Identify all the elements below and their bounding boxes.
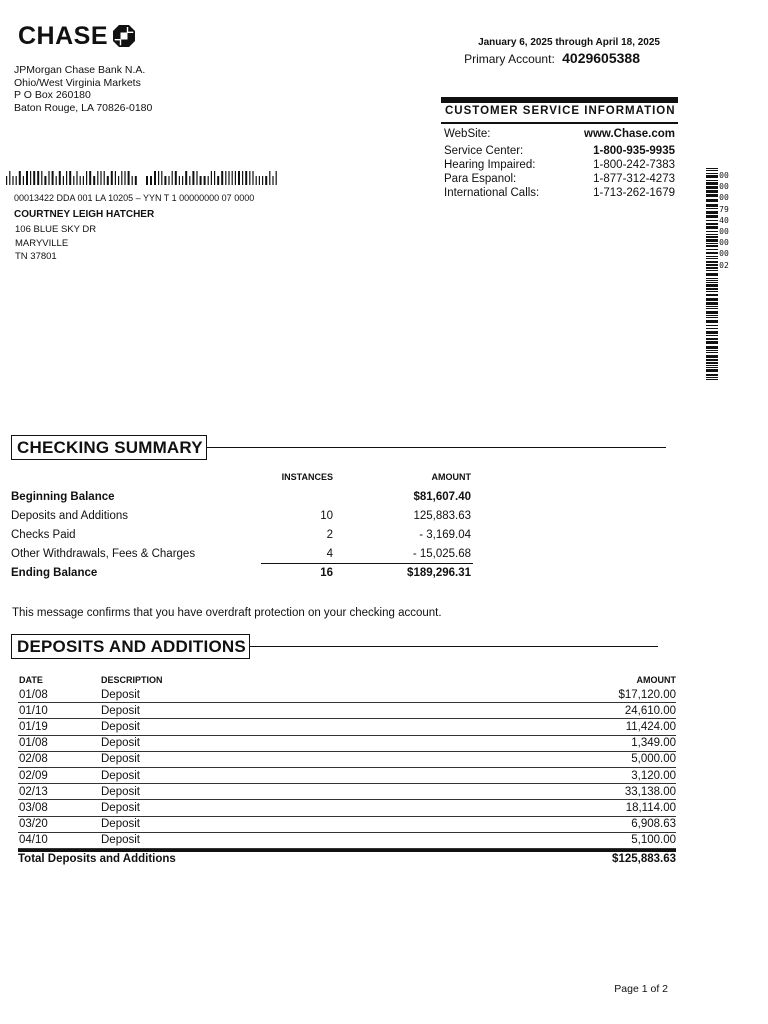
barcode-bar [706,308,718,309]
chase-logo [18,22,136,50]
summary-total-rule [261,563,473,564]
barcode-bar [706,352,718,353]
deposit-description: Deposit [101,834,140,847]
barcode-bar [706,204,718,207]
summary-instances: 2 [326,528,333,541]
barcode-bar [200,176,202,185]
barcode-bar [252,171,253,185]
summary-row-beginning [11,487,477,506]
bank-address [14,64,152,114]
summary-label: Beginning Balance [11,490,115,503]
summary-amount: $189,296.31 [407,567,471,579]
customer-address-line: 106 BLUE SKY DR [15,224,97,235]
barcode-bar [249,171,250,185]
barcode-bar [706,256,718,257]
barcode-bar [9,171,10,185]
cs-label: Hearing Impaired: [444,159,536,171]
barcode-bar [706,245,718,247]
barcode-bar [228,171,229,185]
barcode-bar [97,171,98,185]
deposit-amount: 6,908.63 [631,818,676,831]
col-amount: AMOUNT [431,472,471,482]
barcode-bar [196,171,197,185]
customer-address [15,223,96,264]
cs-value: 1-877-312-4273 [593,173,675,185]
barcode-bar [706,379,718,380]
cs-value: 1-713-262-1679 [593,187,675,199]
summary-row-deposits [11,506,477,525]
cs-row-international [441,186,678,200]
deposits-header-row [18,673,676,687]
barcode-bar [706,355,718,358]
summary-label: Other Withdrawals, Fees & Charges [11,547,196,560]
barcode-bar [76,171,77,185]
barcode-bar [706,194,718,197]
table-row [18,800,676,816]
deposits-total-label: Total Deposits and Additions [18,853,176,866]
summary-amount: - 3,169.04 [419,528,471,541]
barcode-bar [235,171,236,185]
summary-header-row [11,471,477,487]
barcode-bar [154,171,156,185]
summary-instances: 10 [320,509,333,522]
deposit-description: Deposit [101,737,140,750]
cs-value: 1-800-242-7383 [593,159,675,171]
barcode-bar [63,176,64,185]
deposit-amount: 5,000.00 [631,753,676,766]
barcode-bar [93,176,95,185]
barcode-bar [706,311,718,314]
deposit-description: Deposit [101,818,140,831]
cs-label: Service Center: [444,145,524,157]
barcode-bar [135,176,137,185]
barcode-bar [111,171,113,185]
barcode-bar [172,171,173,185]
barcode-bar [175,171,177,185]
barcode-bar [179,176,180,185]
barcode-bar [706,338,718,340]
deposits-table [18,673,676,867]
checking-summary-title: CHECKING SUMMARY [11,435,207,460]
deposit-amount: 5,100.00 [631,834,676,847]
barcode-bar [706,264,718,266]
barcode-bar [37,171,39,185]
barcode-bar [706,239,718,242]
summary-row-withdrawals [11,544,477,563]
barcode-bar [706,249,718,250]
barcode-bar [706,273,718,276]
col-description: DESCRIPTION [101,675,163,685]
barcode-bar [107,176,109,185]
barcode-bar [706,267,718,269]
barcode-bar [706,325,718,326]
deposit-date: 01/19 [19,720,48,733]
table-row [18,768,676,784]
bank-address-line: JPMorgan Chase Bank N.A. [14,64,146,76]
col-date: DATE [19,675,43,685]
table-row [18,784,676,800]
summary-label: Ending Balance [11,567,98,579]
checking-summary-heading [11,434,666,460]
deposit-description: Deposit [101,785,140,798]
cs-label: WebSite: [444,128,491,140]
barcode-bar [204,176,206,185]
checking-summary-table [11,471,477,583]
summary-row-ending [11,563,477,583]
postal-barcode [6,171,278,185]
barcode-bar [706,220,718,221]
barcode-bar [115,171,116,185]
cs-website-link[interactable]: www.Chase.com [584,128,675,140]
barcode-bar [706,315,718,316]
customer-service-box [441,97,678,200]
barcode-bar [706,199,718,202]
deposit-description: Deposit [101,769,140,782]
barcode-bar [706,182,718,185]
barcode-bar [265,176,267,185]
table-row [18,687,676,703]
barcode-bar [706,208,718,209]
barcode-bar [706,280,718,281]
barcode-bar [30,171,31,185]
routing-line: 00013422 DDA 001 LA 10205 – YYN T 1 00000000 07 0000 [14,193,255,203]
barcode-bar [83,176,84,185]
deposits-total-amount: $125,883.63 [612,853,676,866]
barcode-bar [706,190,718,193]
cs-row-service-center [441,144,678,158]
barcode-bar [150,176,152,185]
barcode-bar [73,176,74,185]
barcode-bar [706,335,718,336]
barcode-bar [706,278,718,279]
barcode-bar [262,176,263,185]
barcode-bar [192,171,194,185]
barcode-bar [276,171,277,185]
barcode-bar [706,243,718,244]
deposit-amount: 11,424.00 [625,720,676,733]
table-row [18,719,676,735]
deposit-amount: 33,138.00 [624,785,676,798]
barcode-bar [208,176,209,185]
deposit-amount: $17,120.00 [618,688,676,701]
barcode-bar [706,317,718,318]
barcode-bar [59,171,61,185]
barcode-bar [256,176,257,185]
table-row [18,817,676,833]
customer-address-line: MARYVILLE [15,237,69,249]
barcode-bar [259,176,260,185]
summary-amount: 125,883.63 [413,509,471,522]
deposit-date: 01/08 [19,737,48,750]
col-instances: INSTANCES [281,472,333,482]
deposit-amount: 24,610.00 [624,704,676,717]
barcode-bar [706,186,718,189]
barcode-bar [706,298,718,301]
barcode-bar [706,294,718,296]
deposit-description: Deposit [101,753,140,766]
barcode-bar [41,171,42,185]
barcode-bar [225,171,226,185]
table-row [18,752,676,768]
deposit-description: Deposit [101,801,140,814]
summary-label: Deposits and Additions [11,509,128,522]
page-number: Page 1 of 2 [614,983,668,995]
deposits-heading [11,633,658,659]
statement-period: January 6, 2025 through April 18, 2025 [478,37,660,48]
table-row [18,703,676,719]
barcode-bar [44,176,46,185]
table-row [18,736,676,752]
barcode-bar [706,211,718,214]
barcode-bar [706,306,718,307]
deposit-amount: 18,114.00 [625,801,676,814]
deposit-date: 03/20 [19,818,48,831]
barcode-bar [706,369,718,372]
barcode-bar [245,171,247,185]
barcode-bar [706,215,718,218]
deposit-description: Deposit [101,704,140,717]
barcode-bar [232,171,233,185]
deposit-date: 01/10 [19,704,48,717]
barcode-bar [221,171,223,185]
barcode-bar [6,176,7,185]
barcode-bar [69,171,71,185]
barcode-bar [706,374,718,376]
summary-instances: 4 [326,547,333,560]
deposits-title: DEPOSITS AND ADDITIONS [11,634,250,659]
cs-title: CUSTOMER SERVICE INFORMATION [445,105,676,117]
barcode-bar [706,331,718,334]
bank-address-line: Baton Rouge, LA 70826-0180 [14,101,153,114]
barcode-bar [124,171,125,185]
barcode-bar [706,302,718,305]
deposit-amount: 1,349.00 [631,737,676,750]
barcode-bar [161,171,162,185]
primary-account [440,50,640,66]
deposit-amount: 3,120.00 [631,769,676,782]
barcode-bar [706,282,718,283]
barcode-bar [132,176,133,185]
barcode-bar [168,176,169,185]
barcode-bar [706,226,718,229]
barcode-bar [706,258,718,259]
barcode-bar [214,171,215,185]
summary-row-checks [11,525,477,544]
barcode-bar [706,288,718,290]
barcode-bar [706,359,718,361]
deposit-date: 02/13 [19,785,48,798]
barcode-bar [146,176,148,185]
barcode-bar [86,171,87,185]
customer-name: COURTNEY LEIGH HATCHER [14,209,155,220]
barcode-bar [121,171,122,185]
barcode-bar [706,320,718,323]
barcode-bar [100,171,101,185]
barcode-bar [89,171,91,185]
barcode-bar [706,175,718,178]
deposit-date: 01/08 [19,688,48,701]
barcode-bar [48,171,49,185]
barcode-bar [56,176,57,185]
barcode-bar [706,341,718,344]
deposit-date: 02/08 [19,753,48,766]
barcode-bar [12,176,13,185]
cs-row-website [441,127,678,141]
barcode-bar [706,231,718,232]
deposit-date: 02/09 [19,769,48,782]
barcode-bar [80,176,81,185]
barcode-bar [706,350,718,351]
barcode-bar [706,261,718,263]
barcode-bar [66,171,67,185]
summary-label: Checks Paid [11,528,76,541]
barcode-bar [128,171,130,185]
barcode-bar [706,234,718,235]
heading-rule [207,447,666,448]
cs-label: International Calls: [444,187,540,199]
barcode-bar [211,171,212,185]
heading-rule [250,646,658,647]
chase-octagon-icon [112,24,136,48]
barcode-bar [33,171,35,185]
barcode-bar [706,291,718,292]
summary-amount: - 15,025.68 [412,547,471,560]
deposit-description: Deposit [101,720,140,733]
cs-label: Para Espanol: [444,173,517,185]
deposits-rows [18,687,676,849]
barcode-bar [52,171,54,185]
barcode-bar [238,171,240,185]
barcode-bar [706,346,718,349]
barcode-bar [706,362,718,364]
barcode-bar [706,270,718,271]
barcode-bar [23,176,24,185]
summary-ending-wrap [11,563,477,583]
deposit-description: Deposit [101,688,140,701]
barcode-bar [16,176,17,185]
barcode-bar [706,173,718,174]
cs-row-para-espanol [441,172,678,186]
barcode-bar [706,223,718,225]
table-row [18,833,676,849]
barcode-bar [706,180,718,181]
bank-address-line: Ohio/West Virginia Markets [14,76,141,89]
barcode-bar [185,171,187,185]
barcode-bar [706,284,718,287]
barcode-bar [706,170,718,171]
barcode-bar [269,171,270,185]
cs-value: 1-800-935-9935 [593,145,675,157]
barcode-bar [706,377,718,378]
barcode-bar [706,367,718,368]
barcode-bar [706,168,718,169]
barcode-bar [706,252,718,254]
barcode-bar [706,236,718,238]
logo-text: CHASE [18,22,109,50]
barcode-bar [158,171,159,185]
customer-address-line: TN 37801 [15,251,57,262]
barcode-bar [104,171,105,185]
deposit-date: 03/08 [19,801,48,814]
barcode-bar [217,176,219,185]
summary-amount: $81,607.40 [413,490,471,503]
side-barcode-digits: 000000794000000002 [719,171,729,270]
barcode-bar [164,176,166,185]
barcode-bar [19,171,21,185]
barcode-bar [118,176,119,185]
cs-row-hearing-impaired [441,158,678,172]
barcode-bar [706,365,718,366]
deposit-date: 04/10 [19,834,48,847]
bank-address-line: P O Box 260180 [14,89,91,101]
cs-divider [441,122,678,124]
barcode-bar [26,171,28,185]
barcode-bar [706,328,718,329]
summary-instances: 16 [320,567,333,579]
deposits-total-row [18,852,676,867]
barcode-bar [242,171,243,185]
barcode-bar [189,176,190,185]
col-amount: AMOUNT [636,675,676,685]
overdraft-message: This message confirms that you have overdraft protection on your checking account. [12,607,442,619]
primary-account-label: Primary Account: [464,52,555,66]
primary-account-number: 4029605388 [562,50,640,66]
barcode-bar [272,176,273,185]
barcode-bar [182,176,183,185]
